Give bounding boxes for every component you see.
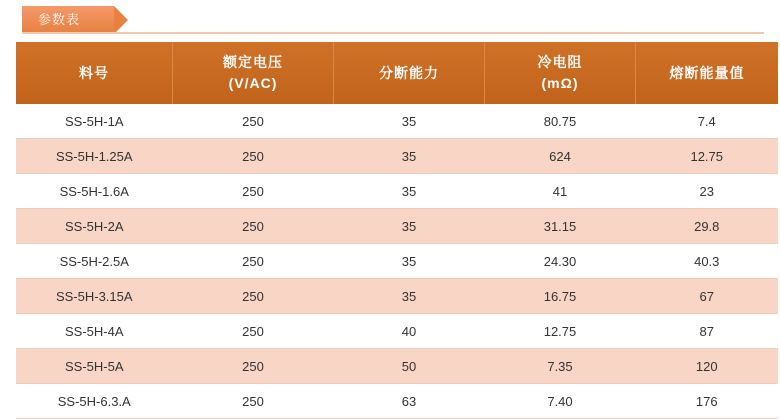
cell-part-number: SS-5H-1.25A (16, 139, 173, 174)
table-row (16, 104, 778, 139)
table-row (16, 209, 778, 244)
cell-part-number: SS-5H-6.3.A (16, 384, 173, 419)
cell-cold-resistance: 16.75 (485, 279, 636, 314)
cell-cold-resistance: 41 (485, 174, 636, 209)
header-underline (22, 32, 764, 34)
parameters-table (16, 42, 778, 419)
column-header-line2: (mΩ) (541, 75, 579, 91)
column-header-line1: 料号 (79, 64, 109, 81)
cell-melting-energy: 23 (636, 174, 779, 209)
table-row (16, 139, 778, 174)
table-container (0, 42, 780, 419)
column-header-melting-energy (636, 42, 779, 104)
table-header (16, 42, 778, 104)
cell-breaking-capacity: 35 (334, 139, 485, 174)
column-header-line1: 分断能力 (379, 64, 439, 81)
cell-melting-energy: 120 (636, 349, 779, 384)
cell-part-number: SS-5H-5A (16, 349, 173, 384)
column-header-part-number (16, 42, 173, 104)
cell-cold-resistance: 80.75 (485, 104, 636, 139)
cell-part-number: SS-5H-1.6A (16, 174, 173, 209)
cell-melting-energy: 40.3 (636, 244, 779, 279)
column-header-line1: 冷电阻 (537, 54, 583, 70)
cell-breaking-capacity: 35 (334, 209, 485, 244)
table-row (16, 384, 778, 419)
cell-cold-resistance: 624 (485, 139, 636, 174)
cell-rated-voltage: 250 (173, 104, 334, 139)
cell-part-number: SS-5H-4A (16, 314, 173, 349)
cell-rated-voltage: 250 (173, 174, 334, 209)
table-row (16, 279, 778, 314)
cell-rated-voltage: 250 (173, 279, 334, 314)
cell-part-number: SS-5H-3.15A (16, 279, 173, 314)
cell-breaking-capacity: 63 (334, 384, 485, 419)
table-row (16, 174, 778, 209)
cell-cold-resistance: 7.40 (485, 384, 636, 419)
cell-cold-resistance: 7.35 (485, 349, 636, 384)
cell-breaking-capacity: 50 (334, 349, 485, 384)
cell-breaking-capacity: 35 (334, 174, 485, 209)
cell-cold-resistance: 12.75 (485, 314, 636, 349)
column-header-line1: 熔断能量值 (669, 64, 745, 81)
column-header-line1: 额定电压 (223, 54, 283, 70)
cell-rated-voltage: 250 (173, 244, 334, 279)
cell-breaking-capacity: 35 (334, 244, 485, 279)
table-row (16, 244, 778, 279)
cell-melting-energy: 67 (636, 279, 779, 314)
cell-rated-voltage: 250 (173, 209, 334, 244)
parameter-table-page (0, 6, 780, 414)
cell-part-number: SS-5H-1A (16, 104, 173, 139)
cell-melting-energy: 29.8 (636, 209, 779, 244)
cell-melting-energy: 87 (636, 314, 779, 349)
cell-cold-resistance: 24.30 (485, 244, 636, 279)
cell-breaking-capacity: 40 (334, 314, 485, 349)
column-header-line2: (V/AC) (228, 75, 278, 91)
cell-rated-voltage: 250 (173, 314, 334, 349)
column-header-rated-voltage (173, 42, 334, 104)
cell-melting-energy: 12.75 (636, 139, 779, 174)
cell-melting-energy: 176 (636, 384, 779, 419)
table-header-row (16, 42, 778, 104)
column-header-cold-resistance (485, 42, 636, 104)
cell-melting-energy: 7.4 (636, 104, 779, 139)
cell-cold-resistance: 31.15 (485, 209, 636, 244)
column-header-breaking-capacity (334, 42, 485, 104)
table-row (16, 349, 778, 384)
section-tab-parameters: 参数表 (22, 6, 114, 34)
cell-rated-voltage: 250 (173, 384, 334, 419)
cell-part-number: SS-5H-2A (16, 209, 173, 244)
cell-breaking-capacity: 35 (334, 104, 485, 139)
cell-rated-voltage: 250 (173, 349, 334, 384)
table-row (16, 314, 778, 349)
section-header (0, 6, 780, 34)
cell-breaking-capacity: 35 (334, 279, 485, 314)
cell-rated-voltage: 250 (173, 139, 334, 174)
table-body (16, 104, 778, 419)
cell-part-number: SS-5H-2.5A (16, 244, 173, 279)
